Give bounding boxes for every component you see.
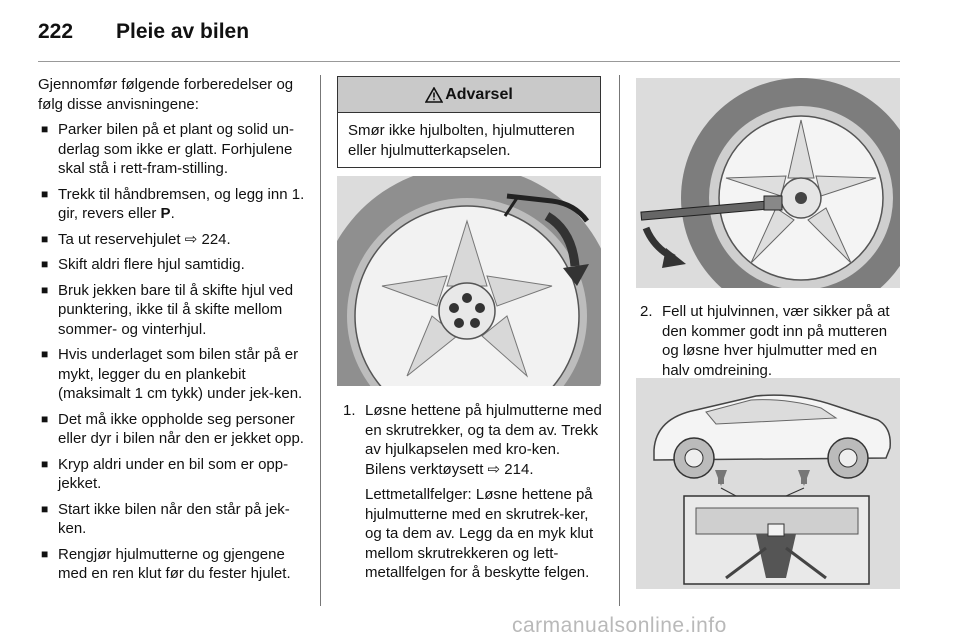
page-title: Pleie av bilen xyxy=(116,20,250,43)
list-item: ■ Hvis underlaget som bilen står på er mykt, legger du en plankebit (maksimalt 1 cm tykk) under jek-ken. xyxy=(38,345,310,404)
header-rule xyxy=(38,61,900,62)
alloy-rim-text: Lettmetallfelger: Løsne hettene på hjulmutterne med en skrutrek-ker, og ta dem av. Legg da en myk klut mellom skrutrekkeren og lett-metallfelgen for å beskytte felgen. xyxy=(365,486,594,581)
list-item: ■ Bruk jekken bare til å skifte hjul ved punktering, ikke til å skifte mellom sommer- og vinterhjul. xyxy=(38,281,310,340)
page-ref-icon: ⇨ xyxy=(487,460,501,478)
column-divider-1 xyxy=(320,75,321,606)
jack-point-illustration xyxy=(636,378,900,589)
step-text: Fell ut hjulvinnen, vær sikker på at den kommer godt inn på mutteren og løsne hver hjulmutter med en halv omdreining. xyxy=(662,303,890,379)
list-item: ■ Kryp aldri under en bil som er opp-jekket. xyxy=(38,455,310,494)
intro-text: Gjennomfør følgende forberedelser og følg disse anvisningene: xyxy=(38,76,294,113)
step-text: Løsne hettene på hjulmutterne med en skrutrekker, og ta dem av. Trekk av hjulkapselen med kro-ken. Bilens verktøysett xyxy=(365,402,602,478)
page-header xyxy=(38,14,900,54)
warning-title: Advarsel xyxy=(445,85,513,103)
column-divider-2 xyxy=(619,75,620,606)
list-item: ■ Start ikke bilen når den står på jek-ken. xyxy=(38,500,310,539)
watermark: carmanualsonline.info xyxy=(512,614,727,637)
list-item: ■ Parker bilen på et plant og solid un-derlag som ikke er glatt. Forhjulene skal stå i rett-fram-stilling. xyxy=(38,120,310,179)
preparation-list xyxy=(38,120,310,584)
warning-header xyxy=(338,77,600,113)
wheel-nut-loosening-illustration xyxy=(636,78,900,288)
step-1: 1. Løsne hettene på hjulmutterne med en skrutrekker, og ta dem av. Trekk av hjulkapselen med kro-ken. Bilens verktøysett ⇨ 214. Lettmetallfelger: Løsne hettene på hjulmutterne med en skrutrek-ker, og ta dem av. Legg da en myk klut mellom skrutrekkeren og lett-metallfelgen for å beskytte felgen. xyxy=(343,402,602,581)
warning-text: Smør ikke hjulbolten, hjulmutteren eller hjulmutterkapselen. xyxy=(348,122,575,159)
list-item: ■ Rengjør hjulmutterne og gjengene med en ren klut før du fester hjulet. xyxy=(38,545,310,584)
page-number: 222 xyxy=(38,20,74,43)
list-item: ■ Skift aldri flere hjul samtidig. xyxy=(38,255,310,275)
page-ref[interactable]: 224 xyxy=(201,230,227,248)
step-2 xyxy=(640,302,904,380)
hubcap-removal-illustration xyxy=(337,176,601,386)
step-number: 1. xyxy=(343,402,356,419)
warning-box xyxy=(337,76,601,168)
gear-symbol: P xyxy=(160,205,171,222)
page-ref[interactable]: 214 xyxy=(504,460,530,478)
list-item: ■ Det må ikke oppholde seg personer eller dyr i bilen når den er jekket opp. xyxy=(38,410,310,449)
warning-triangle-icon xyxy=(425,87,443,103)
list-item: ■ Trekk til håndbremsen, og legg inn 1. gir, revers eller P. xyxy=(38,185,310,224)
list-item: ■ Ta ut reservehjulet ⇨ 224. xyxy=(38,230,310,250)
step-number: 2. xyxy=(640,303,653,320)
page-ref-icon: ⇨ xyxy=(184,230,198,248)
column-preparations xyxy=(38,75,310,590)
